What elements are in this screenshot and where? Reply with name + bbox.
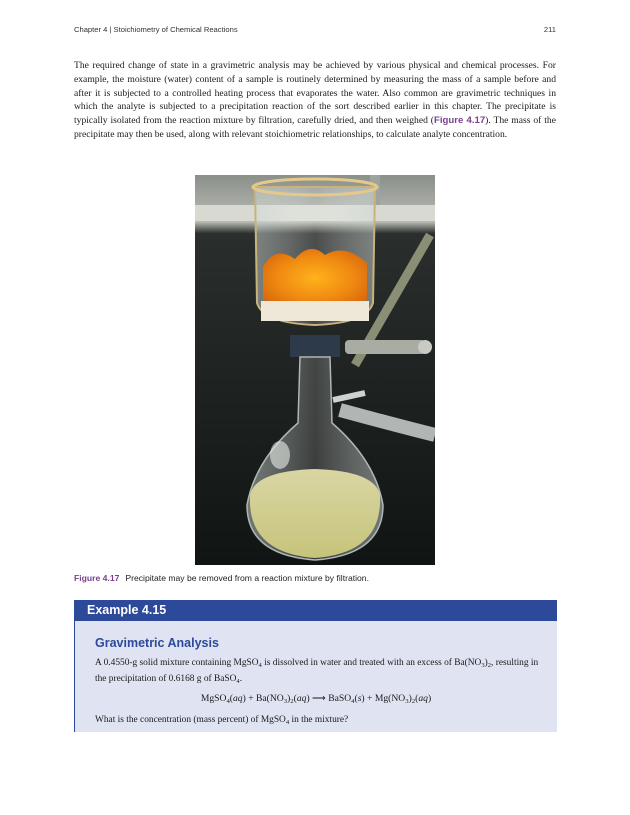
chemical-equation: MgSO$_4$(aq) + $Ba(NO_3)_2(aq)$ ⟶ BaSO$_4$(s) + $Mg(NO_3)_2(aq)$ [200, 693, 432, 706]
example-title: Gravimetric Analysis [95, 636, 219, 650]
body-text-2: ). The mass of the precipitate may then be used, along with relevant stoichiometric relationships, to calculate analyte concentration. [74, 115, 556, 140]
chapter-title: Chapter 4 | Stoichiometry of Chemical Reactions [74, 25, 238, 34]
figure-link[interactable]: Figure 4.17 [434, 115, 486, 127]
page-number: 211 [543, 25, 556, 34]
figure-label: Figure 4.17 [74, 573, 120, 583]
example-box [74, 600, 557, 732]
figure-caption-text: Precipitate may be removed from a reaction mixture by filtration. [125, 573, 369, 583]
example-header: Example 4.15 [75, 600, 557, 621]
figure-caption [74, 573, 556, 583]
figure-photo [195, 175, 435, 565]
body-text-1: The required change of state in a gravimetric analysis may be achieved by various physical and chemical processes. For example, the moisture (water) content of a sample is routinely determined by measuring the mass of a sample before and after it is subjected to a controlled heating process that evaporates the water. Also common are gravimetric techniques in which the analyte is subjected to a precipitation reaction of the sort described earlier in this chapter. The precipitate is typically isolated from the reaction mixture by filtration, carefully dried, and then weighed ( [74, 60, 556, 127]
example-problem: A 0.4550-g solid mixture containing MgSO$_4$ is dissolved in water and treated with an excess of $Ba(NO_3)_2$, resulting in the precipitation of 0.6168 g of BaSO$_4$. [95, 658, 539, 685]
body-paragraph [74, 59, 556, 142]
running-header [74, 25, 556, 37]
example-question: What is the concentration (mass percent) of MgSO$_4$ in the mixture? [95, 715, 349, 727]
